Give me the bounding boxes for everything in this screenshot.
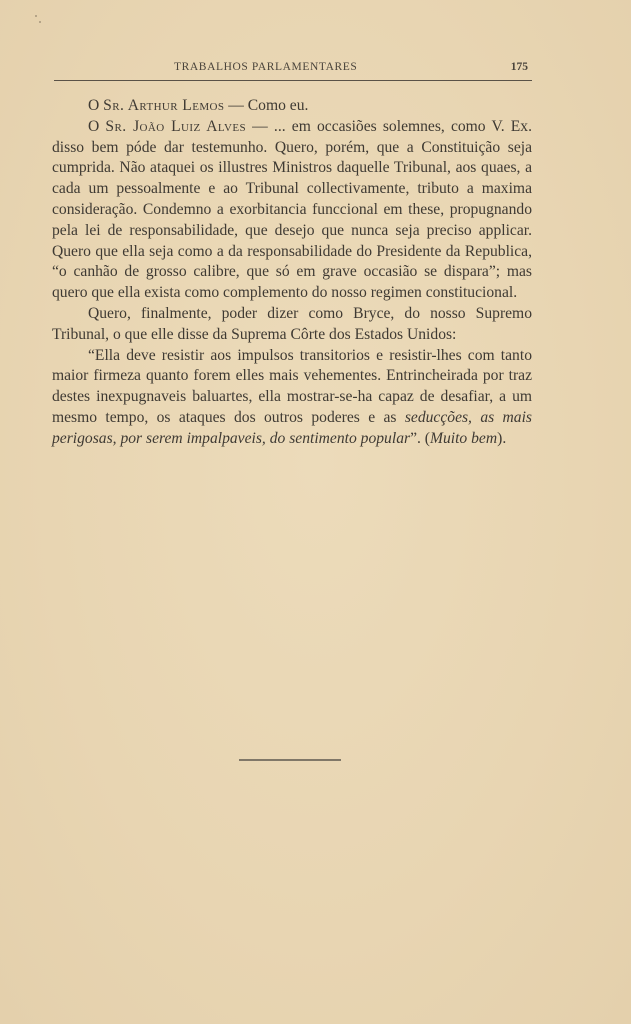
speaker-name: Sr. Arthur Lemos <box>103 97 225 114</box>
quote-text: “Ella deve resistir aos impulsos transitorios e resistir-lhes com tanto maior firmeza quanto forem elles mais vehementes. Entrincheirada por traz destes inexpugnaveis baluartes, ella mostrar-se-ha capaz de desafiar, a um mesmo tempo, os ataques dos outros poderes e as <box>52 346 532 426</box>
speech-text: Quero, finalmente, poder dizer como Bryce, do nosso Supremo Tribunal, o que elle disse da Suprema Côrte dos Estados Unidos: <box>52 304 532 343</box>
speaker-name: Sr. João Luiz Alves <box>105 117 247 135</box>
speech-text: — ... em occasiões solemnes, como V. Ex. disso bem póde dar testemunho. Quero, porém, que a Constituição seja cumprida. Não ataquei os illustres Ministros daquelle Tribunal, aos quaes, a cada um pessoalmente e ao Tribunal collectivamente, tributo a maxima consideração. Condemno a exorbitancia funccional em these, propugnando pela lei de responsabilidade, que desejo que nunca seja preciso applicar. Quero que ella seja como a da responsabilidade do Presidente da Republica, “o canhão de grosso calibre, que só em grave occasião se dispara”; mas quero que ella exista como complemento do nosso regimen constitucional. <box>52 117 532 302</box>
page-number: 175 <box>510 61 528 73</box>
quote-end: ). <box>497 429 507 447</box>
section-end-rule <box>239 759 341 761</box>
body-text <box>52 96 532 450</box>
speech-text: — Como eu. <box>224 97 309 114</box>
paragraph-joao-luiz-alves <box>52 117 532 304</box>
paragraph-arthur-lemos <box>52 96 532 117</box>
page-header <box>54 60 532 80</box>
paper-speck <box>39 21 41 23</box>
paragraph-bryce <box>52 304 532 346</box>
running-title: TRABALHOS PARLAMENTARES <box>174 61 358 73</box>
header-rule <box>54 80 532 81</box>
quote-close: ”. ( <box>410 429 430 447</box>
speaker-prefix: O <box>88 117 106 135</box>
paper-speck <box>35 15 37 17</box>
speaker-prefix: O <box>88 97 104 114</box>
applause-note: Muito bem <box>429 429 498 447</box>
quote-italic: seducções, as mais perigosas, por serem impalpaveis, do sentimento popular <box>52 408 532 447</box>
paragraph-quotation <box>52 346 532 450</box>
